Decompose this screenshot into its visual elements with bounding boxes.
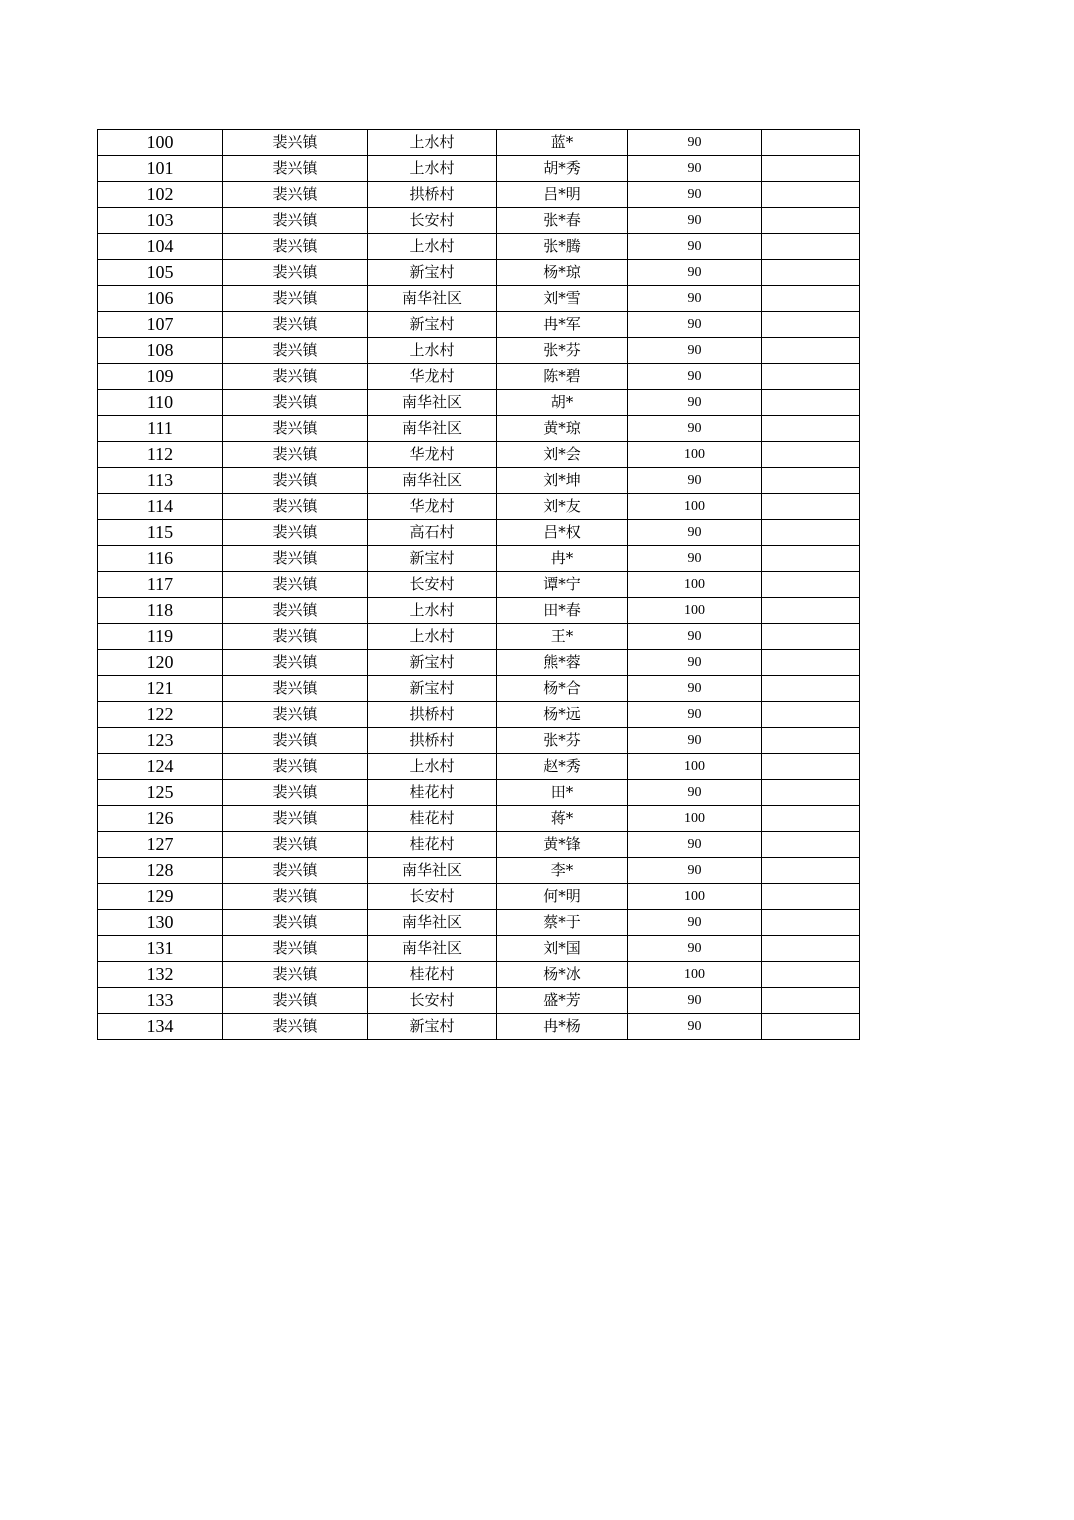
cell-name: 蒋* (497, 806, 628, 832)
cell-town: 裴兴镇 (223, 728, 368, 754)
cell-number: 112 (98, 442, 223, 468)
cell-note (762, 624, 860, 650)
cell-village: 华龙村 (368, 442, 497, 468)
cell-town: 裴兴镇 (223, 234, 368, 260)
cell-number: 122 (98, 702, 223, 728)
table-row (98, 624, 860, 650)
cell-town: 裴兴镇 (223, 494, 368, 520)
cell-score: 90 (628, 208, 762, 234)
cell-village: 长安村 (368, 572, 497, 598)
table-row (98, 390, 860, 416)
cell-number: 104 (98, 234, 223, 260)
cell-name: 何*明 (497, 884, 628, 910)
cell-town: 裴兴镇 (223, 442, 368, 468)
cell-score: 90 (628, 260, 762, 286)
cell-score: 90 (628, 520, 762, 546)
cell-note (762, 728, 860, 754)
cell-town: 裴兴镇 (223, 936, 368, 962)
cell-note (762, 572, 860, 598)
cell-town: 裴兴镇 (223, 806, 368, 832)
cell-town: 裴兴镇 (223, 468, 368, 494)
cell-score: 90 (628, 650, 762, 676)
table-row (98, 910, 860, 936)
cell-note (762, 546, 860, 572)
cell-number: 103 (98, 208, 223, 234)
cell-note (762, 754, 860, 780)
cell-village: 桂花村 (368, 806, 497, 832)
cell-village: 高石村 (368, 520, 497, 546)
cell-note (762, 520, 860, 546)
cell-town: 裴兴镇 (223, 260, 368, 286)
cell-score: 90 (628, 988, 762, 1014)
cell-note (762, 780, 860, 806)
cell-number: 132 (98, 962, 223, 988)
cell-name: 谭*宁 (497, 572, 628, 598)
cell-town: 裴兴镇 (223, 910, 368, 936)
cell-town: 裴兴镇 (223, 546, 368, 572)
table-row (98, 650, 860, 676)
table-row (98, 234, 860, 260)
table-row (98, 546, 860, 572)
cell-note (762, 234, 860, 260)
cell-village: 南华社区 (368, 416, 497, 442)
cell-town: 裴兴镇 (223, 312, 368, 338)
cell-town: 裴兴镇 (223, 780, 368, 806)
cell-number: 114 (98, 494, 223, 520)
table-row (98, 312, 860, 338)
cell-name: 张*芬 (497, 728, 628, 754)
table-row (98, 780, 860, 806)
cell-village: 华龙村 (368, 494, 497, 520)
cell-town: 裴兴镇 (223, 702, 368, 728)
cell-village: 新宝村 (368, 312, 497, 338)
cell-town: 裴兴镇 (223, 624, 368, 650)
cell-note (762, 494, 860, 520)
cell-town: 裴兴镇 (223, 520, 368, 546)
cell-score: 100 (628, 442, 762, 468)
cell-village: 拱桥村 (368, 182, 497, 208)
cell-town: 裴兴镇 (223, 1014, 368, 1040)
cell-village: 新宝村 (368, 260, 497, 286)
cell-village: 长安村 (368, 884, 497, 910)
cell-score: 100 (628, 754, 762, 780)
data-table (97, 129, 860, 1040)
cell-village: 上水村 (368, 338, 497, 364)
cell-town: 裴兴镇 (223, 416, 368, 442)
cell-number: 126 (98, 806, 223, 832)
cell-village: 拱桥村 (368, 702, 497, 728)
table-row (98, 130, 860, 156)
cell-number: 110 (98, 390, 223, 416)
cell-note (762, 884, 860, 910)
cell-town: 裴兴镇 (223, 832, 368, 858)
cell-number: 125 (98, 780, 223, 806)
cell-name: 刘*坤 (497, 468, 628, 494)
cell-score: 90 (628, 312, 762, 338)
cell-town: 裴兴镇 (223, 676, 368, 702)
cell-note (762, 676, 860, 702)
cell-note (762, 390, 860, 416)
cell-number: 117 (98, 572, 223, 598)
cell-name: 李* (497, 858, 628, 884)
cell-number: 129 (98, 884, 223, 910)
cell-name: 胡*秀 (497, 156, 628, 182)
cell-note (762, 442, 860, 468)
cell-score: 90 (628, 234, 762, 260)
cell-score: 90 (628, 468, 762, 494)
cell-number: 121 (98, 676, 223, 702)
cell-village: 新宝村 (368, 1014, 497, 1040)
table-row (98, 468, 860, 494)
cell-note (762, 858, 860, 884)
cell-village: 南华社区 (368, 468, 497, 494)
cell-score: 90 (628, 728, 762, 754)
cell-note (762, 702, 860, 728)
table-row (98, 832, 860, 858)
cell-score: 100 (628, 572, 762, 598)
cell-score: 90 (628, 832, 762, 858)
cell-note (762, 598, 860, 624)
cell-note (762, 182, 860, 208)
cell-town: 裴兴镇 (223, 884, 368, 910)
cell-number: 131 (98, 936, 223, 962)
cell-score: 90 (628, 1014, 762, 1040)
cell-number: 119 (98, 624, 223, 650)
cell-score: 90 (628, 286, 762, 312)
table-row (98, 676, 860, 702)
cell-name: 蓝* (497, 130, 628, 156)
table-row (98, 884, 860, 910)
table-row (98, 364, 860, 390)
cell-name: 冉* (497, 546, 628, 572)
cell-town: 裴兴镇 (223, 130, 368, 156)
cell-name: 刘*友 (497, 494, 628, 520)
cell-score: 90 (628, 858, 762, 884)
cell-number: 105 (98, 260, 223, 286)
cell-name: 杨*合 (497, 676, 628, 702)
cell-town: 裴兴镇 (223, 208, 368, 234)
cell-name: 刘*会 (497, 442, 628, 468)
cell-score: 90 (628, 546, 762, 572)
cell-village: 南华社区 (368, 910, 497, 936)
cell-town: 裴兴镇 (223, 390, 368, 416)
cell-score: 90 (628, 390, 762, 416)
cell-note (762, 988, 860, 1014)
cell-village: 桂花村 (368, 780, 497, 806)
cell-village: 新宝村 (368, 546, 497, 572)
cell-score: 100 (628, 598, 762, 624)
cell-score: 100 (628, 884, 762, 910)
cell-note (762, 130, 860, 156)
cell-score: 90 (628, 702, 762, 728)
cell-number: 116 (98, 546, 223, 572)
cell-town: 裴兴镇 (223, 338, 368, 364)
cell-note (762, 208, 860, 234)
table-row (98, 936, 860, 962)
table-row (98, 598, 860, 624)
cell-village: 桂花村 (368, 832, 497, 858)
cell-name: 盛*芳 (497, 988, 628, 1014)
cell-score: 100 (628, 962, 762, 988)
cell-note (762, 832, 860, 858)
cell-note (762, 260, 860, 286)
cell-village: 上水村 (368, 156, 497, 182)
cell-note (762, 962, 860, 988)
cell-name: 张*春 (497, 208, 628, 234)
cell-village: 长安村 (368, 208, 497, 234)
cell-score: 90 (628, 364, 762, 390)
table-body (98, 130, 860, 1040)
cell-number: 123 (98, 728, 223, 754)
cell-number: 133 (98, 988, 223, 1014)
table-row (98, 208, 860, 234)
cell-village: 上水村 (368, 234, 497, 260)
cell-town: 裴兴镇 (223, 572, 368, 598)
cell-town: 裴兴镇 (223, 988, 368, 1014)
table-row (98, 156, 860, 182)
cell-name: 杨*冰 (497, 962, 628, 988)
cell-name: 田*春 (497, 598, 628, 624)
table-row (98, 988, 860, 1014)
cell-name: 刘*雪 (497, 286, 628, 312)
table-row (98, 728, 860, 754)
cell-town: 裴兴镇 (223, 754, 368, 780)
table-row (98, 572, 860, 598)
cell-town: 裴兴镇 (223, 598, 368, 624)
table-row (98, 286, 860, 312)
cell-village: 拱桥村 (368, 728, 497, 754)
cell-note (762, 286, 860, 312)
cell-name: 黄*锋 (497, 832, 628, 858)
cell-name: 张*芬 (497, 338, 628, 364)
cell-number: 120 (98, 650, 223, 676)
cell-number: 127 (98, 832, 223, 858)
cell-number: 102 (98, 182, 223, 208)
cell-name: 陈*碧 (497, 364, 628, 390)
cell-score: 100 (628, 494, 762, 520)
cell-number: 101 (98, 156, 223, 182)
cell-village: 桂花村 (368, 962, 497, 988)
table-row (98, 702, 860, 728)
cell-score: 100 (628, 806, 762, 832)
cell-score: 90 (628, 338, 762, 364)
cell-name: 杨*琼 (497, 260, 628, 286)
cell-village: 上水村 (368, 130, 497, 156)
cell-name: 冉*军 (497, 312, 628, 338)
cell-village: 南华社区 (368, 390, 497, 416)
cell-number: 115 (98, 520, 223, 546)
cell-score: 90 (628, 156, 762, 182)
cell-note (762, 312, 860, 338)
cell-note (762, 156, 860, 182)
cell-name: 胡* (497, 390, 628, 416)
cell-town: 裴兴镇 (223, 858, 368, 884)
cell-score: 90 (628, 936, 762, 962)
cell-score: 90 (628, 624, 762, 650)
table-row (98, 520, 860, 546)
cell-town: 裴兴镇 (223, 962, 368, 988)
cell-note (762, 650, 860, 676)
cell-number: 113 (98, 468, 223, 494)
cell-number: 108 (98, 338, 223, 364)
cell-name: 杨*远 (497, 702, 628, 728)
cell-village: 南华社区 (368, 858, 497, 884)
cell-number: 107 (98, 312, 223, 338)
table-row (98, 962, 860, 988)
cell-name: 黄*琼 (497, 416, 628, 442)
cell-note (762, 806, 860, 832)
cell-note (762, 338, 860, 364)
table-row (98, 338, 860, 364)
cell-village: 上水村 (368, 598, 497, 624)
cell-village: 华龙村 (368, 364, 497, 390)
cell-name: 吕*明 (497, 182, 628, 208)
cell-score: 90 (628, 416, 762, 442)
cell-number: 109 (98, 364, 223, 390)
cell-score: 90 (628, 130, 762, 156)
cell-number: 124 (98, 754, 223, 780)
cell-note (762, 936, 860, 962)
table-row (98, 442, 860, 468)
table-row (98, 182, 860, 208)
table-row (98, 416, 860, 442)
cell-village: 南华社区 (368, 286, 497, 312)
cell-town: 裴兴镇 (223, 182, 368, 208)
cell-name: 赵*秀 (497, 754, 628, 780)
cell-village: 上水村 (368, 624, 497, 650)
cell-name: 吕*权 (497, 520, 628, 546)
cell-number: 118 (98, 598, 223, 624)
table-row (98, 260, 860, 286)
cell-town: 裴兴镇 (223, 286, 368, 312)
cell-village: 上水村 (368, 754, 497, 780)
cell-village: 新宝村 (368, 650, 497, 676)
table-row (98, 754, 860, 780)
cell-score: 90 (628, 182, 762, 208)
cell-village: 南华社区 (368, 936, 497, 962)
cell-village: 长安村 (368, 988, 497, 1014)
cell-town: 裴兴镇 (223, 364, 368, 390)
cell-number: 111 (98, 416, 223, 442)
cell-score: 90 (628, 676, 762, 702)
cell-number: 130 (98, 910, 223, 936)
cell-number: 128 (98, 858, 223, 884)
cell-village: 新宝村 (368, 676, 497, 702)
cell-town: 裴兴镇 (223, 156, 368, 182)
cell-name: 田* (497, 780, 628, 806)
cell-number: 106 (98, 286, 223, 312)
cell-note (762, 364, 860, 390)
cell-name: 王* (497, 624, 628, 650)
cell-name: 蔡*于 (497, 910, 628, 936)
cell-note (762, 468, 860, 494)
cell-note (762, 1014, 860, 1040)
table-row (98, 858, 860, 884)
cell-name: 冉*杨 (497, 1014, 628, 1040)
cell-number: 100 (98, 130, 223, 156)
cell-town: 裴兴镇 (223, 650, 368, 676)
cell-name: 熊*蓉 (497, 650, 628, 676)
cell-name: 张*腾 (497, 234, 628, 260)
cell-note (762, 416, 860, 442)
cell-score: 90 (628, 780, 762, 806)
cell-name: 刘*国 (497, 936, 628, 962)
cell-number: 134 (98, 1014, 223, 1040)
table-row (98, 1014, 860, 1040)
cell-note (762, 910, 860, 936)
table-row (98, 494, 860, 520)
cell-score: 90 (628, 910, 762, 936)
table-row (98, 806, 860, 832)
